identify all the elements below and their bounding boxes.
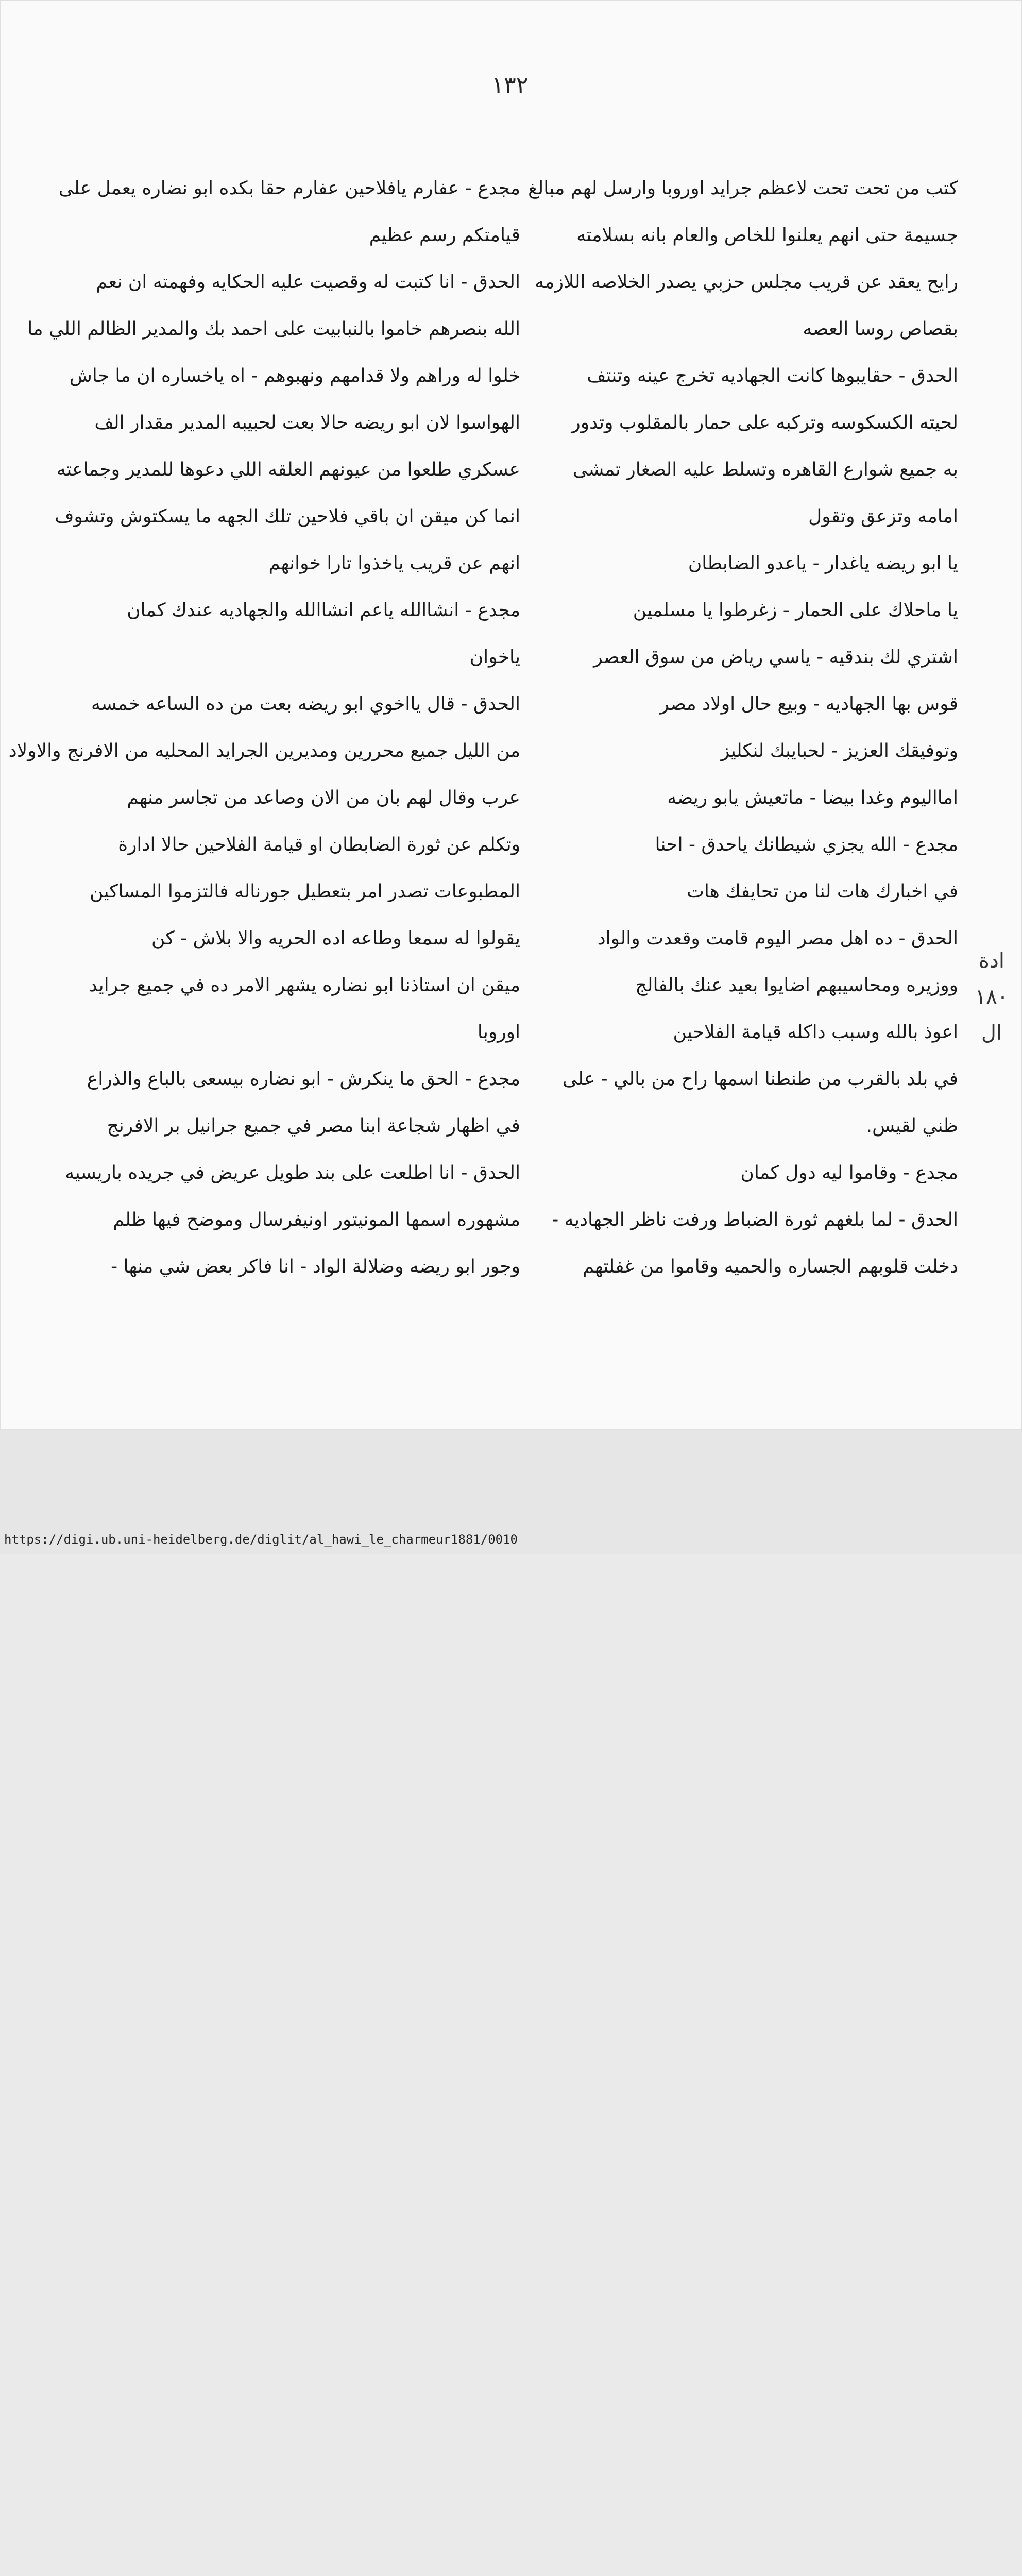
text-line: انما كن ميقن ان باقي فلاحين تلك الجهه ما يسكتوش وتشوف (55, 506, 520, 527)
text-line: قيامتكم رسم عظيم (369, 225, 520, 246)
text-line: انهم عن قريب ياخذوا تارا خوانهم (268, 553, 520, 574)
text-line: الحدق - ده اهل مصر اليوم قامت وقعدت والواد (597, 928, 958, 949)
text-line: من الليل جميع محررين ومديرين الجرايد المحليه من الافرنج والاولاد (8, 740, 520, 761)
text-line: ياخوان (469, 647, 520, 668)
text-line: ميقن ان استاذنا ابو نضاره يشهر الامر ده في جميع جرايد (89, 975, 520, 996)
text-line: الله بنصرهم خاموا بالنبابيت على احمد بك والمدير الظالم اللي ما (27, 318, 520, 340)
text-line: ظني لقيس. (866, 1115, 958, 1137)
text-line: اوروبا (477, 1022, 520, 1043)
text-line: وجور ابو ريضه وضلالة الواد - انا فاكر بعض شي منها - (111, 1256, 520, 1277)
text-line: الحدق - قال يااخوي ابو ريضه بعت من ده الساعه خمسه (91, 693, 520, 715)
text-line: يا ماحلاك على الحمار - زغرطوا يا مسلمين (633, 600, 958, 621)
text-line: اشتري لك بندقيه - ياسي رياض من سوق العصر (593, 647, 958, 668)
text-line: امامه وتزعق وتقول (808, 506, 958, 527)
text-line: لحيته الكسكوسه وتركبه على حمار بالمقلوب وتدور (571, 412, 958, 433)
text-line: جسيمة حتى انهم يعلنوا للخاص والعام بانه بسلامته (576, 225, 958, 246)
text-line: الهواسوا لان ابو ريضه حالا بعت لحبيبه المدير مقدار الف (94, 412, 520, 433)
text-line: يا ابو ريضه ياغدار - ياعدو الضابطان (688, 553, 958, 574)
text-line: مجدع - الحق ما ينكرش - ابو نضاره بيسعى بالباع والذراع (87, 1069, 520, 1090)
text-line: وتوفيقك العزيز - لحبايبك لنكليز (720, 740, 958, 761)
text-line: رايح يعقد عن قريب مجلس حزبي يصدر الخلاصه اللازمه (535, 272, 958, 293)
source-url[interactable]: https://digi.ub.uni-heidelberg.de/diglit/al_hawi_le_charmeur1881/0010 (4, 1532, 518, 1547)
text-line: خلوا له وراهم ولا قدامهم ونهبوهم - اه ياخساره ان ما جاش (69, 365, 520, 386)
text-line: عرب وقال لهم بان من الان وصاعد من تجاسر منهم (127, 787, 520, 808)
text-line: في بلد بالقرب من طنطنا اسمها راح من بالي - على (562, 1069, 958, 1090)
text-line: اعوذ بالله وسبب داكله قيامة الفلاحين (673, 1022, 958, 1043)
text-line: في اخبارك هات لنا من تحايفك هات (687, 881, 958, 902)
text-line: الحدق - لما بلغهم ثورة الضباط ورفت ناظر الجهاديه - (552, 1209, 958, 1230)
text-line: قوس بها الجهاديه - وبيع حال اولاد مصر (660, 693, 958, 715)
text-column-right (528, 165, 958, 1290)
text-line: مجدع - انشاالله ياعم انشاالله والجهاديه عندك كمان (127, 600, 520, 621)
margin-note: ادة ١٨٠ ال (975, 949, 1009, 1045)
text-line: كتب من تحت تحت لاعظم جرايد اوروبا وارسل لهم مبالغ (528, 178, 958, 199)
text-line: بقصاص روسا العصه (803, 318, 958, 340)
text-line: ووزيره ومحاسيبهم اضايوا بعيد عنك بالفالج (635, 975, 958, 996)
text-line: مجدع - الله يجزي شيطانك ياحدق - احنا (655, 834, 958, 855)
text-line: به جميع شوارع القاهره وتسلط عليه الصغار تمشى (572, 459, 958, 480)
text-line: المطبوعات تصدر امر بتعطيل جورناله فالتزموا المساكين (90, 881, 520, 902)
text-column-left (8, 165, 520, 1290)
text-line: مشهوره اسمها المونيتور اونيفرسال وموضح فيها ظلم (112, 1209, 520, 1230)
text-line: مجدع - عفارم يافلاحين عفارم حقا بكده ابو نضاره يعمل على (58, 178, 520, 199)
text-line: وتكلم عن ثورة الضابطان او قيامة الفلاحين حالا ادارة (118, 834, 520, 855)
text-line: في اظهار شجاعة ابنا مصر في جميع جرانيل بر الافرنج (107, 1115, 520, 1137)
text-line: مجدع - وقاموا ليه دول كمان (740, 1162, 958, 1183)
text-line: الحدق - انا اطلعت على بند طويل عريض في جريده باريسيه (65, 1162, 520, 1183)
text-line: دخلت قلوبهم الجساره والحميه وقاموا من غفلتهم (582, 1256, 958, 1277)
page-number: ١٣٢ (491, 72, 529, 98)
text-line: الحدق - انا كتبت له وقصيت عليه الحكايه وفهمته ان نعم (96, 272, 520, 293)
text-line: يقولوا له سمعا وطاعه اده الحريه والا بلاش - كن (151, 928, 520, 949)
text-line: امااليوم وغدا بيضا - ماتعيش يابو ريضه (667, 787, 958, 808)
text-line: الحدق - حقايبوها كانت الجهاديه تخرج عينه وتنتف (587, 365, 958, 386)
text-line: عسكري طلعوا من عيونهم العلقه اللي دعوها للمدير وجماعته (56, 459, 520, 480)
